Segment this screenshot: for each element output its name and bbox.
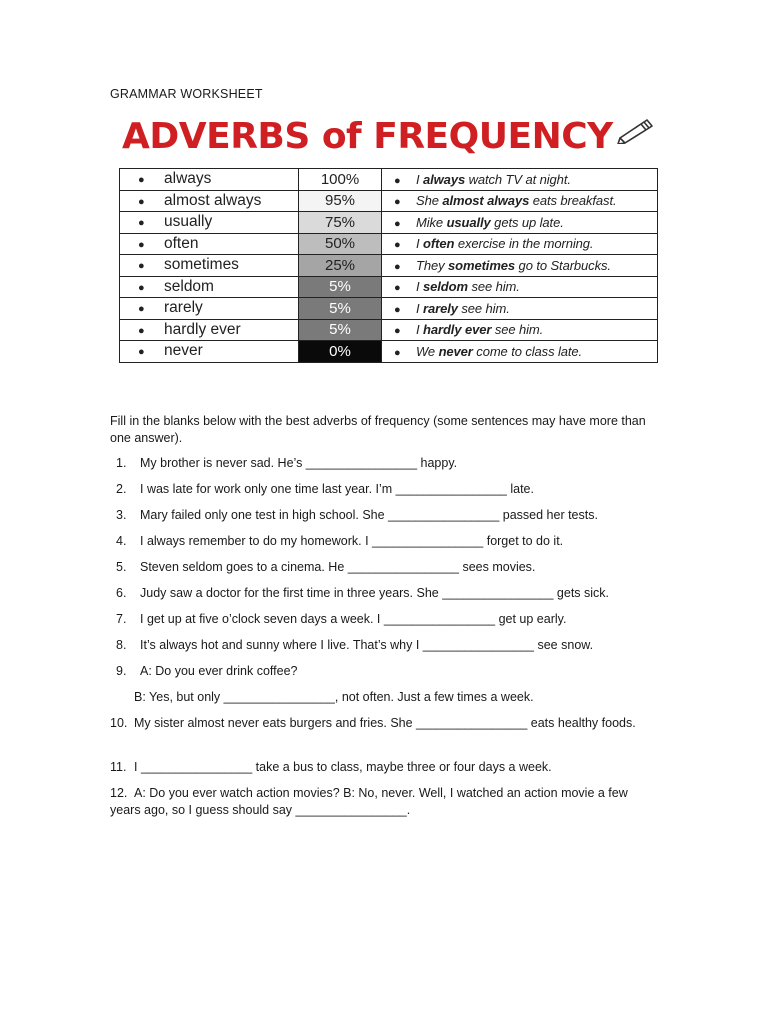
example-text: I xyxy=(416,236,424,252)
example-text: She xyxy=(416,193,443,209)
example-cell xyxy=(382,298,658,320)
item-sentence: Judy saw a doctor for the first time in three years. She ________________ gets sick. xyxy=(140,586,610,600)
bullet-icon: ● xyxy=(394,217,401,230)
item-sentence: Mary failed only one test in high school. She ________________ passed her tests. xyxy=(140,508,598,522)
item-sentence: I always remember to do my homework. I ________________ forget to do it. xyxy=(140,534,564,548)
bullet-icon: ● xyxy=(138,324,145,337)
exercise-item xyxy=(110,715,658,732)
exercise-item xyxy=(110,785,658,819)
example-adverb: usually xyxy=(446,214,491,230)
item-sentence: A: Do you ever watch action movies? B: No, never. Well, I watched an action movie a few years ago, so I guess should say ________________. xyxy=(110,786,628,817)
bullet-icon: ● xyxy=(394,346,401,359)
example-text: I xyxy=(416,300,424,316)
adverb-cell xyxy=(120,190,299,212)
bullet-icon: ● xyxy=(394,196,401,209)
adverb-label: hardly ever xyxy=(164,320,241,338)
item-sentence: I was late for work only one time last year. I’m ________________ late. xyxy=(140,482,534,496)
example-adverb: rarely xyxy=(423,300,458,316)
item-number: 7. xyxy=(116,612,127,626)
frequency-row xyxy=(120,233,658,255)
title-banner xyxy=(122,113,613,159)
bullet-icon: ● xyxy=(394,282,401,295)
frequency-row xyxy=(120,341,658,363)
percent-cell: 100% xyxy=(299,169,382,191)
example-text: I xyxy=(416,279,424,295)
example-cell xyxy=(382,169,658,191)
percent-cell: 5% xyxy=(299,298,382,320)
item-number: 6. xyxy=(116,586,127,600)
exercise-item xyxy=(116,559,535,576)
example-text: exercise in the morning. xyxy=(454,236,594,252)
example-cell xyxy=(382,276,658,298)
bullet-icon: ● xyxy=(394,174,401,187)
instructions: Fill in the blanks below with the best adverbs of frequency (some sentences may have more than one answer). xyxy=(110,414,646,445)
example-adverb: hardly ever xyxy=(423,322,492,338)
adverb-label: always xyxy=(164,170,212,188)
adverb-cell xyxy=(120,255,299,277)
exercise-item xyxy=(116,533,563,550)
bullet-icon: ● xyxy=(138,260,145,273)
example-text: eats breakfast. xyxy=(529,193,617,209)
frequency-row xyxy=(120,319,658,341)
adverb-label: never xyxy=(164,342,203,360)
item-number: 3. xyxy=(116,508,127,522)
adverb-label: seldom xyxy=(164,277,214,295)
exercise-item xyxy=(134,689,534,706)
item-sentence: My sister almost never eats burgers and fries. She ________________ eats healthy foods. xyxy=(134,716,636,730)
example-cell xyxy=(382,212,658,234)
example-adverb: sometimes xyxy=(448,257,516,273)
bullet-icon: ● xyxy=(138,174,145,187)
bullet-icon: ● xyxy=(394,239,401,252)
item-number: 2. xyxy=(116,482,127,496)
exercise-item xyxy=(116,481,534,498)
item-number: 8. xyxy=(116,638,127,652)
percent-cell: 75% xyxy=(299,212,382,234)
example-cell xyxy=(382,255,658,277)
exercise-item xyxy=(110,759,552,776)
item-number: 10. xyxy=(110,716,128,730)
adverb-cell xyxy=(120,319,299,341)
item-sentence: Steven seldom goes to a cinema. He ________________ sees movies. xyxy=(140,560,536,574)
bullet-icon: ● xyxy=(138,303,145,316)
example-cell xyxy=(382,319,658,341)
adverb-cell xyxy=(120,212,299,234)
item-sentence: I ________________ take a bus to class, maybe three or four days a week. xyxy=(134,760,552,774)
item-sentence: I get up at five o’clock seven days a week. I ________________ get up early. xyxy=(140,612,567,626)
bullet-icon: ● xyxy=(138,195,145,208)
example-cell xyxy=(382,341,658,363)
percent-cell: 50% xyxy=(299,233,382,255)
example-text: I xyxy=(416,322,424,338)
bullet-icon: ● xyxy=(394,303,401,316)
bullet-icon: ● xyxy=(138,238,145,251)
example-text: see him. xyxy=(467,279,520,295)
exercise-item xyxy=(116,455,457,472)
banner-heading: ADVERBS of FREQUENCY xyxy=(122,115,613,157)
example-adverb: almost always xyxy=(442,193,530,209)
worksheet-title: GRAMMAR WORKSHEET xyxy=(110,87,263,101)
example-text: They xyxy=(416,257,449,273)
frequency-row xyxy=(120,255,658,277)
frequency-row xyxy=(120,169,658,191)
bullet-icon: ● xyxy=(138,217,145,230)
example-text: come to class late. xyxy=(472,343,583,359)
adverb-cell xyxy=(120,169,299,191)
adverb-label: usually xyxy=(164,213,213,231)
example-text: go to Starbucks. xyxy=(515,257,611,273)
adverb-label: rarely xyxy=(164,299,203,317)
item-number: 5. xyxy=(116,560,127,574)
item-number: 4. xyxy=(116,534,127,548)
item-sentence: B: Yes, but only ________________, not often. Just a few times a week. xyxy=(134,690,534,704)
item-number: 9. xyxy=(116,664,127,678)
exercise-item xyxy=(116,637,593,654)
percent-cell: 25% xyxy=(299,255,382,277)
example-adverb: always xyxy=(423,171,466,187)
example-text: We xyxy=(416,343,439,359)
example-text: I xyxy=(416,171,424,187)
item-number: 12. xyxy=(110,786,128,800)
adverb-cell xyxy=(120,233,299,255)
exercise-item xyxy=(116,507,598,524)
example-cell xyxy=(382,233,658,255)
adverb-cell xyxy=(120,276,299,298)
percent-cell: 95% xyxy=(299,190,382,212)
item-sentence: A: Do you ever drink coffee? xyxy=(140,664,298,678)
example-text: see him. xyxy=(491,322,544,338)
item-number: 1. xyxy=(116,456,127,470)
example-text: watch TV at night. xyxy=(465,171,571,187)
frequency-row xyxy=(120,298,658,320)
example-text: Mike xyxy=(416,214,447,230)
exercise-item xyxy=(116,611,566,628)
percent-cell: 0% xyxy=(299,341,382,363)
exercise-item xyxy=(116,585,609,602)
item-number: 11. xyxy=(110,760,127,774)
example-adverb: often xyxy=(423,236,455,252)
bullet-icon: ● xyxy=(394,260,401,273)
adverb-label: almost always xyxy=(164,191,262,209)
frequency-row xyxy=(120,212,658,234)
example-adverb: never xyxy=(438,343,473,359)
example-text: see him. xyxy=(457,300,510,316)
frequency-table xyxy=(119,168,658,363)
example-adverb: seldom xyxy=(423,279,468,295)
bullet-icon: ● xyxy=(138,281,145,294)
adverb-cell xyxy=(120,298,299,320)
bullet-icon: ● xyxy=(138,346,145,359)
adverb-label: often xyxy=(164,234,199,252)
example-cell xyxy=(382,190,658,212)
frequency-row xyxy=(120,276,658,298)
example-text: gets up late. xyxy=(490,214,564,230)
percent-cell: 5% xyxy=(299,276,382,298)
pencil-icon xyxy=(614,114,654,144)
item-sentence: It’s always hot and sunny where I live. That’s why I ________________ see snow. xyxy=(140,638,594,652)
adverb-label: sometimes xyxy=(164,256,239,274)
percent-cell: 5% xyxy=(299,319,382,341)
exercise-item xyxy=(116,663,298,680)
frequency-row xyxy=(120,190,658,212)
bullet-icon: ● xyxy=(394,325,401,338)
item-sentence: My brother is never sad. He’s ________________ happy. xyxy=(140,456,458,470)
adverb-cell xyxy=(120,341,299,363)
